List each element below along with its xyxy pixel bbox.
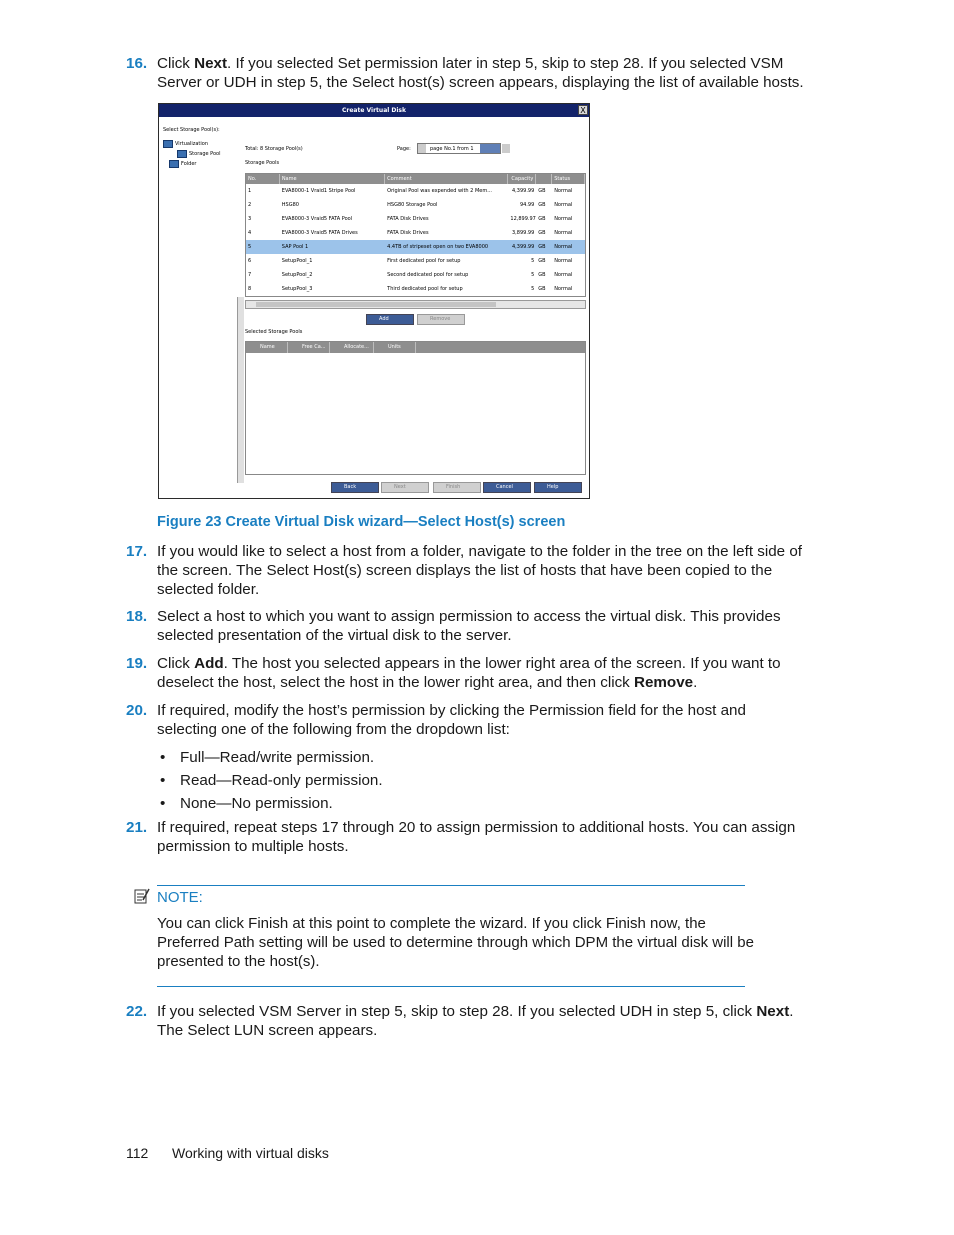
- close-icon[interactable]: X: [578, 105, 588, 115]
- table-row[interactable]: 4 EVA8000-3 Vraid5 FATA Drives FATA Disk Drives 3,899.99 GB Normal: [248, 230, 573, 236]
- table-row-selected[interactable]: 5 SAP Pool 1 4.4TB of stripeset open on two EVA8000 4,399.99 GB Normal: [246, 240, 585, 254]
- cancel-button[interactable]: Cancel: [483, 482, 531, 493]
- note-bottom-rule: [157, 986, 745, 987]
- folder-icon: [169, 160, 179, 168]
- prev-page-button[interactable]: [418, 144, 426, 153]
- selected-pools-label: Selected Storage Pools: [245, 329, 303, 335]
- step-number: 20.: [126, 702, 148, 719]
- table-row[interactable]: 3 EVA8000-3 Vraid5 FATA Pool FATA Disk Drives 12,899.97 GB Normal: [248, 216, 573, 222]
- step-text: Select a host to which you want to assign permission to access the virtual disk. This provides selected presentation of the virtual disk to the server.: [157, 608, 781, 644]
- remove-button[interactable]: Remove: [417, 314, 465, 325]
- note-top-rule: [157, 885, 745, 886]
- table-row[interactable]: 7 SetupPool_2 Second dedicated pool for setup 5 GB Normal: [248, 272, 573, 278]
- column-header[interactable]: Units: [374, 342, 416, 353]
- tree-item-storage-pool[interactable]: Storage Pool: [177, 149, 222, 159]
- folder-icon: [177, 150, 187, 158]
- table-header: [246, 174, 585, 184]
- folder-icon: [163, 140, 173, 148]
- next-page-button[interactable]: [502, 144, 510, 153]
- step-text: . If you selected Set permission later in step 5, skip to step 28. If you selected VSM Server or UDH in step 5, the Select host(s) screen appears, displaying the list of available hosts.: [157, 55, 804, 91]
- column-header[interactable]: Free Ca...: [288, 342, 330, 353]
- tree-item-folder[interactable]: Folder: [169, 159, 214, 169]
- note-label: NOTE:: [157, 889, 203, 906]
- note-text: You can click Finish at this point to complete the wizard. If you click Finish now, the Preferred Path setting will be used to determine through which DPM the virtual disk will be presented to the host(s).: [157, 915, 754, 970]
- table-row[interactable]: 1 EVA8000-1 Vraid1 Stripe Pool Original Pool was expended with 2 Mem... 4,399.99 GB Normal: [248, 188, 573, 194]
- tree-label: Select Storage Pool(s):: [163, 127, 220, 133]
- list-item: • None—No permission.: [160, 795, 333, 812]
- storage-pools-label: Storage Pools: [245, 160, 280, 166]
- next-button[interactable]: Next: [381, 482, 429, 493]
- step-keyword: Next: [756, 1003, 790, 1020]
- total-pools: Total: 8 Storage Pool(s): [245, 146, 303, 152]
- column-header[interactable]: No.: [246, 174, 280, 184]
- column-header[interactable]: Name: [246, 342, 288, 353]
- scrollbar-thumb[interactable]: [256, 302, 496, 307]
- dialog-body: [159, 117, 589, 498]
- help-button[interactable]: Help: [534, 482, 582, 493]
- list-item: • Read—Read-only permission.: [160, 772, 383, 789]
- page-select[interactable]: [417, 143, 501, 154]
- table-row[interactable]: 8 SetupPool_3 Third dedicated pool for setup 5 GB Normal: [248, 286, 573, 292]
- figure-caption: Figure 23 Create Virtual Disk wizard—Select Host(s) screen: [157, 514, 566, 530]
- dialog-title: Create Virtual Disk: [159, 104, 589, 117]
- step-number: 19.: [126, 655, 148, 672]
- horizontal-scrollbar[interactable]: [245, 300, 586, 309]
- step-number: 21.: [126, 819, 148, 836]
- step-keyword: Next: [194, 55, 228, 72]
- column-header[interactable]: Allocate...: [330, 342, 374, 353]
- folder-tree: [163, 139, 221, 169]
- step-keyword: Remove: [634, 674, 694, 691]
- tree-item-virtualization[interactable]: Virtualization: [163, 139, 208, 149]
- step-number: 18.: [126, 608, 148, 625]
- table-row[interactable]: 6 SetupPool_1 First dedicated pool for setup 5 GB Normal: [248, 258, 573, 264]
- step-keyword: Add: [194, 655, 224, 672]
- add-button[interactable]: Add: [366, 314, 414, 325]
- column-header[interactable]: [536, 174, 552, 184]
- chevron-down-icon[interactable]: [480, 144, 500, 153]
- step-number: 22.: [126, 1003, 148, 1020]
- step-number: 16.: [126, 55, 148, 72]
- create-virtual-disk-dialog: [158, 103, 590, 499]
- left-scrollbar[interactable]: [237, 297, 244, 483]
- step-number: 17.: [126, 543, 148, 560]
- list-item: • Full—Read/write permission.: [160, 749, 375, 766]
- finish-button[interactable]: Finish: [433, 482, 481, 493]
- page-select-value: page No.1 from 1: [430, 146, 474, 152]
- column-header[interactable]: Name: [280, 174, 385, 184]
- selected-pools-table: [245, 341, 586, 475]
- table-row[interactable]: 2 HSG80 HSG80 Storage Pool 94.99 GB Normal: [248, 202, 573, 208]
- column-header[interactable]: Comment: [385, 174, 508, 184]
- page-number: 112: [126, 1145, 149, 1161]
- storage-pools-table: [245, 173, 586, 297]
- column-header[interactable]: Capacity: [508, 174, 536, 184]
- step-text: If required, modify the host’s permission by clicking the Permission field for the host and selecting one of the following from the dropdown list:: [157, 702, 746, 738]
- footer-section: Working with virtual disks: [172, 1145, 329, 1161]
- column-header[interactable]: Status: [552, 174, 585, 184]
- step-text: If required, repeat steps 17 through 20 to assign permission to additional hosts. You can assign permission to multiple hosts.: [157, 819, 796, 855]
- note-icon: [134, 888, 150, 904]
- back-button[interactable]: Back: [331, 482, 379, 493]
- step-text: If you would like to select a host from a folder, navigate to the folder in the tree on the left side of the screen. The Select Host(s) screen displays the list of hosts that have been copied to the selected folder.: [157, 543, 803, 598]
- step-text: Click: [157, 55, 195, 72]
- page-label: Page:: [397, 146, 411, 152]
